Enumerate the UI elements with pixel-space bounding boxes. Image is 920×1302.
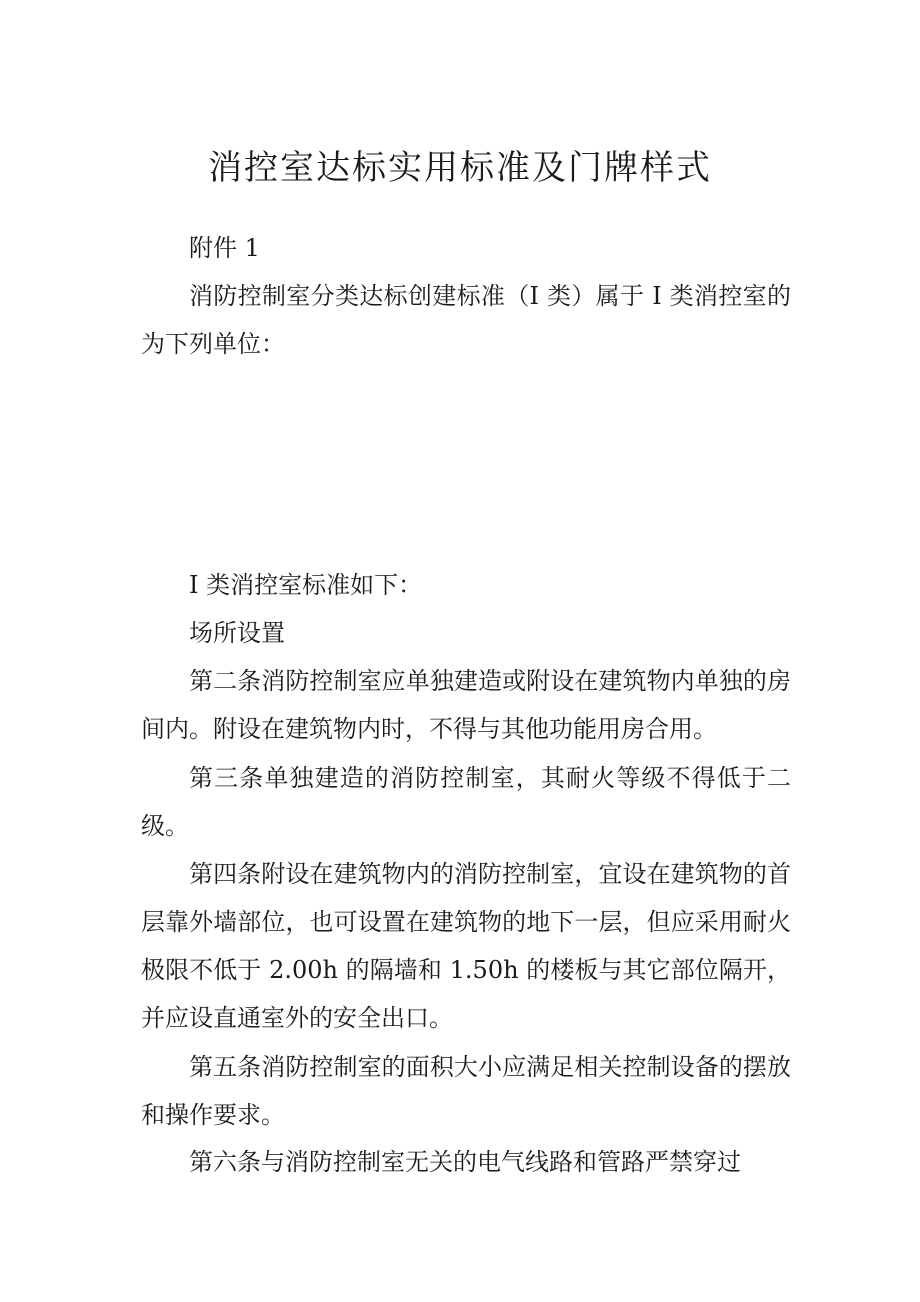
standard-heading: I 类消控室标准如下：	[189, 571, 423, 599]
document-title: 消控室达标实用标准及门牌样式	[208, 148, 712, 188]
section-heading: 场所设置	[189, 619, 285, 647]
article-2: 第二条消防控制室应单独建造或附设在建筑物内单独的房间内。附设在建筑物内时，不得与其他功能用房合用。	[141, 667, 791, 743]
article-6: 第六条与消防控制室无关的电气线路和管路严禁穿过	[189, 1148, 741, 1176]
article-3: 第三条单独建造的消防控制室，其耐火等级不得低于二级。	[141, 764, 791, 840]
intro-paragraph: 消防控制室分类达标创建标准（I 类）属于 I 类消控室的为下列单位：	[141, 282, 791, 358]
article-4: 第四条附设在建筑物内的消防控制室，宜设在建筑物的首层靠外墙部位，也可设置在建筑物的地下一层，但应采用耐火极限不低于 2.00h 的隔墙和 1.50h 的楼板与其它部位隔开，并应设直通室外的安全出口。	[141, 860, 791, 1032]
article-5: 第五条消防控制室的面积大小应满足相关控制设备的摆放和操作要求。	[141, 1053, 791, 1129]
attachment-label: 附件 1	[189, 234, 260, 262]
